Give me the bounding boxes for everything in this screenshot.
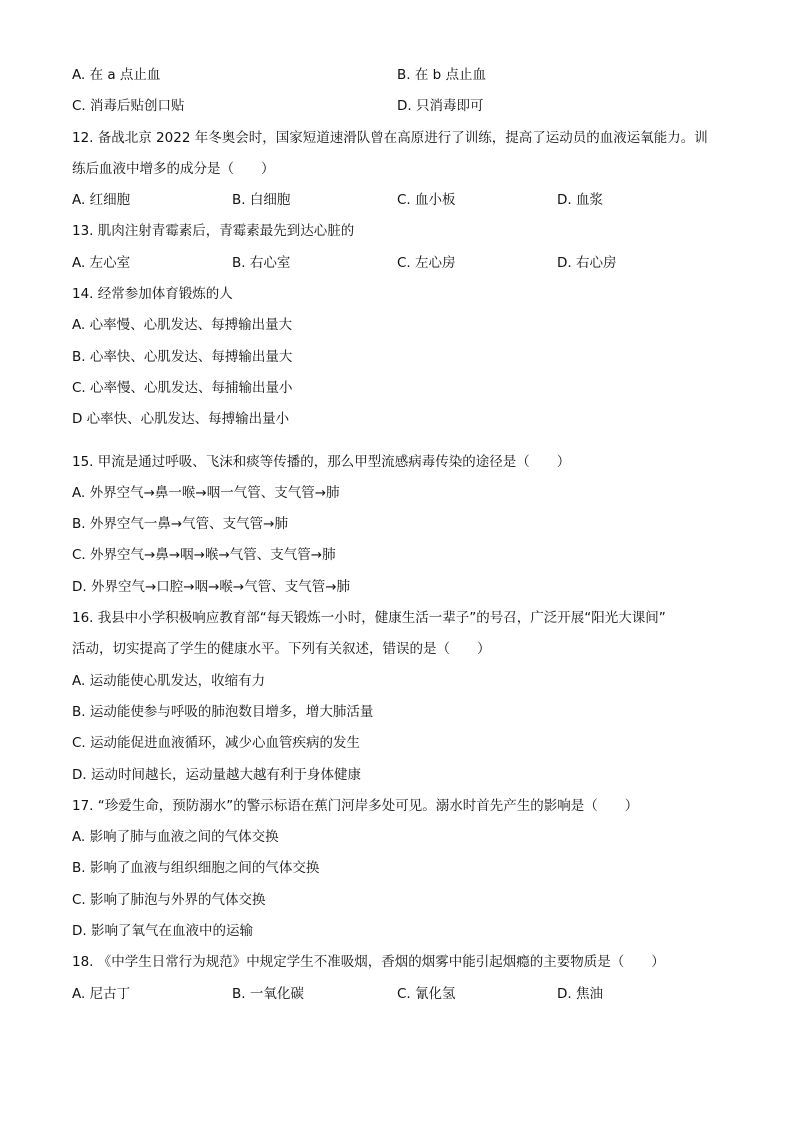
q15-option-a: A. 外界空气→鼻一喉→咽一气管、支气管→肺 (72, 484, 340, 501)
q14-stem: 14. 经常参加体育锻炼的人 (72, 286, 233, 303)
q16-stem-cont: 活动，切实提高了学生的健康水平。下列有关叙述，错误的是（ ） (72, 641, 491, 658)
q12-stem-cont: 练后血液中增多的成分是（ ） (72, 160, 275, 177)
q18-option-d: D. 焦油 (557, 985, 603, 1002)
q12-option-d: D. 血浆 (557, 192, 603, 209)
q18-option-a: A. 尼古丁 (72, 985, 131, 1002)
q14-option-c: C. 心率慢、心肌发达、每捕输出量小 (72, 379, 293, 396)
q12-options (72, 185, 732, 216)
q13-option-a: A. 左心室 (72, 254, 131, 271)
q15-stem: 15. 甲流是通过呼吸、飞沫和痰等传播的，那么甲型流感病毒传染的途径是（ ） (72, 453, 571, 470)
spacer (72, 436, 732, 447)
q17-option-d: D. 影响了氧气在血液中的运输 (72, 923, 253, 940)
q11-option-b: B. 在 b 点止血 (397, 67, 486, 83)
q16-option-d: D. 运动时间越长，运动量越大越有利于身体健康 (72, 766, 361, 783)
q17-option-b: B. 影响了血液与组织细胞之间的气体交换 (72, 860, 320, 877)
q15-option-c: C. 外界空气→鼻→咽→喉→气管、支气管→肺 (72, 547, 336, 564)
q11-options-row2 (72, 91, 732, 122)
q13-option-d: D. 右心房 (557, 254, 617, 271)
q18-option-c: C. 氰化氢 (397, 985, 456, 1002)
q16-option-c: C. 运动能促进血液循环，减少心血管疾病的发生 (72, 735, 361, 752)
q17-option-a: A. 影响了肺与血液之间的气体交换 (72, 829, 279, 846)
q13-options (72, 248, 732, 279)
q13-option-b: B. 右心室 (232, 254, 291, 271)
q18-stem: 18. 《中学生日常行为规范》中规定学生不准吸烟，香烟的烟雾中能引起烟瘾的主要物质是（ ） (72, 954, 665, 971)
q15-option-d: D. 外界空气→口腔→咽→喉→气管、支气管→肺 (72, 578, 351, 595)
q12-option-b: B. 白细胞 (232, 192, 291, 209)
q14-option-a: A. 心率慢、心肌发达、每搏输出量大 (72, 317, 293, 334)
q14-option-b: B. 心率快、心肌发达、每搏输出量大 (72, 348, 293, 365)
q11-option-a: A. 在 a 点止血 (72, 67, 161, 83)
q17-stem: 17. “珍爱生命，预防溺水”的警示标语在蕉门河岸多处可见。溺水时首先产生的影响是（ ） (72, 797, 639, 814)
q11-option-c: C. 消毒后贴创口贴 (72, 98, 185, 115)
q17-option-c: C. 影响了肺泡与外界的气体交换 (72, 891, 266, 908)
q12-stem: 12. 备战北京 2022 年冬奥会时，国家短道速滑队曾在高原进行了训练，提高了运动员的血液运氧能力。训 (72, 129, 708, 146)
exam-page (72, 60, 732, 1010)
q16-option-a: A. 运动能使心肌发达，收缩有力 (72, 672, 266, 689)
q13-option-c: C. 左心房 (397, 254, 456, 271)
q14-option-d: D 心率快、心肌发达、每搏输出量小 (72, 411, 290, 428)
q18-options (72, 979, 732, 1010)
q13-stem: 13. 肌肉注射青霉素后，青霉素最先到达心脏的 (72, 223, 355, 240)
q16-stem: 16. 我县中小学积极响应教育部“每天锻炼一小时，健康生活一辈子”的号召，广泛开展“阳光大课间” (72, 610, 666, 627)
q11-option-d: D. 只消毒即可 (397, 98, 484, 115)
q18-option-b: B. 一氧化碳 (232, 985, 304, 1002)
q15-option-b: B. 外界空气一鼻→气管、支气管→肺 (72, 516, 288, 533)
q12-option-a: A. 红细胞 (72, 192, 131, 209)
q12-option-c: C. 血小板 (397, 192, 456, 209)
q11-options-row1 (72, 60, 732, 91)
q16-option-b: B. 运动能使参与呼吸的肺泡数目增多，增大肺活量 (72, 703, 374, 720)
